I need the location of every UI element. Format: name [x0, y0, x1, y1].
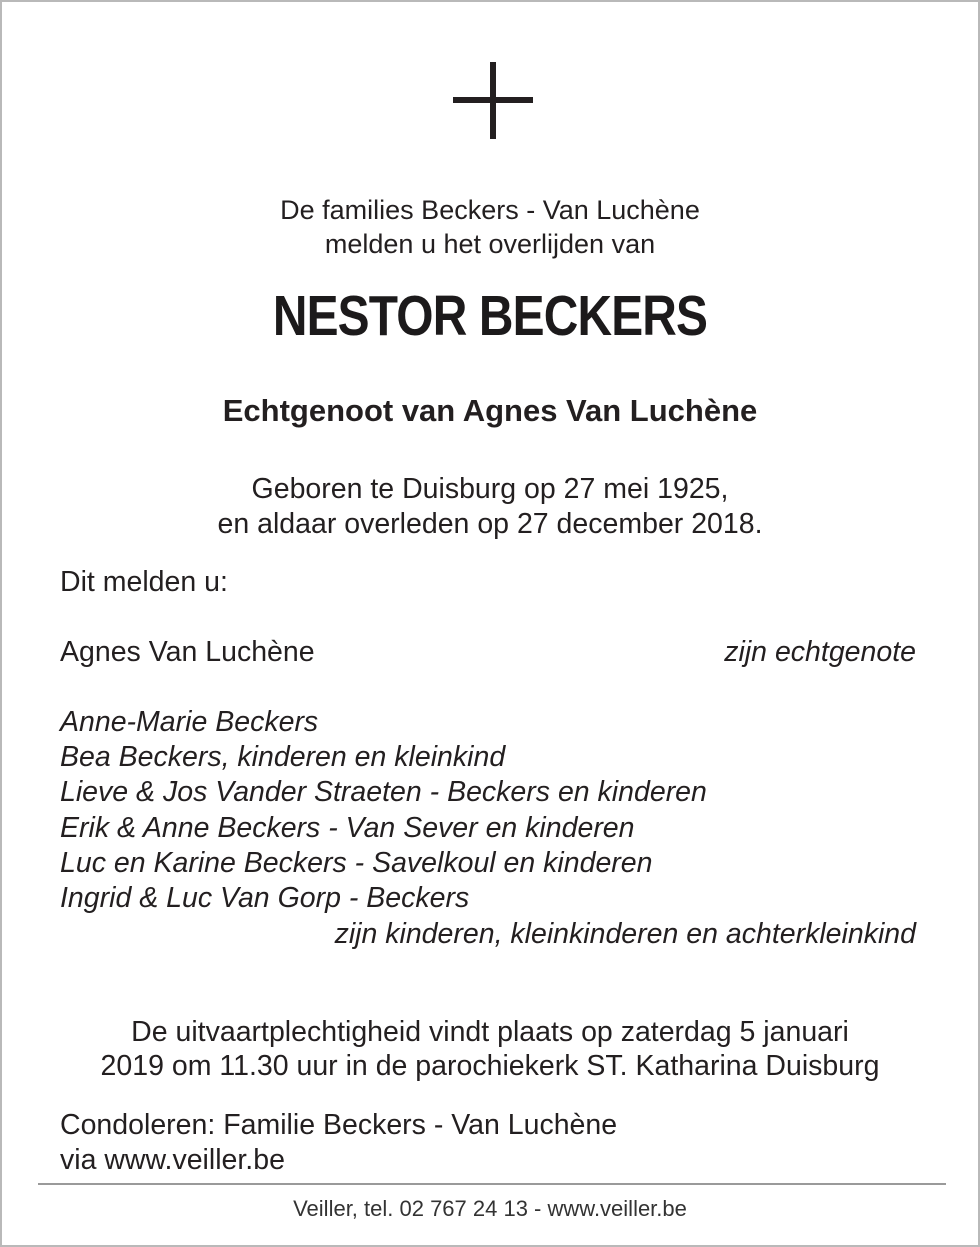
- death-line: en aldaar overleden op 27 december 2018.: [217, 508, 763, 540]
- birth-line: Geboren te Duisburg op 27 mei 1925,: [251, 473, 729, 505]
- footer-text: Veiller, tel. 02 767 24 13 - www.veiller.be: [293, 1196, 687, 1221]
- spouse-role: zijn echtgenote: [724, 636, 916, 668]
- list-item: Luc en Karine Beckers - Savelkoul en kinderen: [60, 846, 653, 879]
- condolences-line-2: via www.veiller.be: [60, 1144, 285, 1176]
- header-line-1: De families Beckers - Van Luchène: [280, 195, 700, 225]
- funeral-line-1: De uitvaartplechtigheid vindt plaats op zaterdag 5 januari: [131, 1016, 849, 1048]
- condolences-line-1: Condoleren: Familie Beckers - Van Luchène: [60, 1109, 618, 1141]
- announcers-intro: Dit melden u:: [60, 566, 228, 598]
- deceased-name: NESTOR BECKERS: [272, 284, 708, 348]
- header-line-2: melden u het overlijden van: [324, 229, 656, 259]
- footer-divider: [38, 1183, 946, 1185]
- list-item: Anne-Marie Beckers: [60, 706, 319, 738]
- list-item: Bea Beckers, kinderen en kleinkind: [60, 741, 506, 774]
- relation-title: Echtgenoot van Agnes Van Luchène: [222, 393, 758, 428]
- funeral-line-2: 2019 om 11.30 uur in de parochiekerk ST. Katharina Duisburg: [100, 1050, 880, 1082]
- cross-icon: [453, 62, 533, 139]
- children-list: [60, 705, 707, 916]
- list-item: Lieve & Jos Vander Straeten - Beckers en kinderen: [60, 776, 707, 809]
- children-role: zijn kinderen, kleinkinderen en achterkleinkind: [334, 918, 916, 950]
- spouse-name: Agnes Van Luchène: [60, 636, 315, 668]
- list-item: Erik & Anne Beckers - Van Sever en kinderen: [60, 811, 635, 844]
- list-item: Ingrid & Luc Van Gorp - Beckers: [60, 882, 470, 915]
